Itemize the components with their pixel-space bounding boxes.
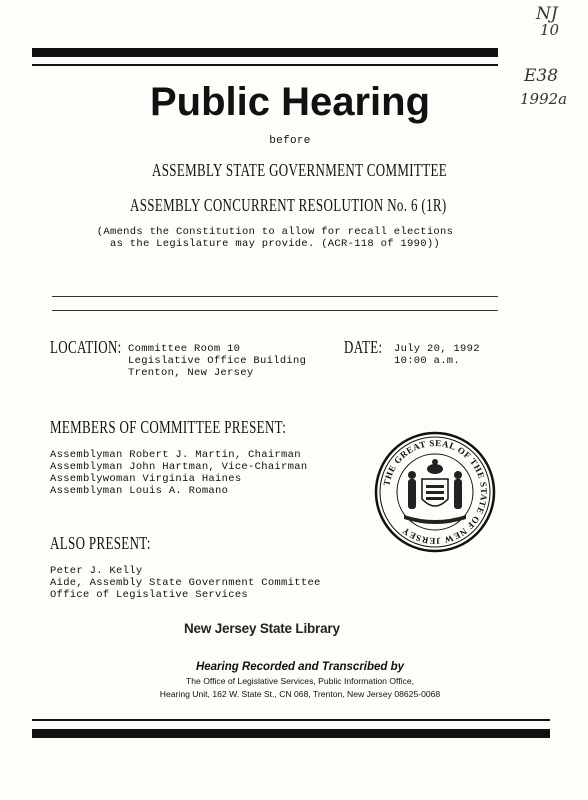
also-present-line-1: Peter J. Kelly <box>50 565 143 577</box>
location-line-2: Legislative Office Building <box>128 355 307 367</box>
separator-rule-1 <box>52 296 498 297</box>
date-label-wrap <box>344 337 398 357</box>
member-line-2: Assemblyman John Hartman, Vice-Chairman <box>50 461 308 473</box>
location-line-3: Trenton, New Jersey <box>128 367 254 379</box>
separator-rule-2 <box>52 310 498 311</box>
call-number-line4: 1992a <box>520 90 568 108</box>
page-title: Public Hearing <box>149 80 431 124</box>
members-heading: MEMBERS OF COMMITTEE PRESENT: <box>50 417 287 437</box>
committee-wrap <box>152 160 552 180</box>
bottom-thick-rule <box>32 729 550 738</box>
date-label: DATE: <box>344 337 383 357</box>
top-thin-rule <box>32 64 498 66</box>
member-line-3: Assemblywoman Virginia Haines <box>50 473 242 485</box>
footer-heading: Hearing Recorded and Transcribed by <box>195 661 405 673</box>
library-stamp: New Jersey State Library <box>184 621 340 636</box>
date-line-1: July 20, 1992 <box>394 343 480 355</box>
footer-line-2: Hearing Unit, 162 W. State St., CN 068, Trenton, New Jersey 08625-0068 <box>159 689 441 699</box>
location-label: LOCATION: <box>50 337 122 357</box>
member-line-4: Assemblyman Louis A. Romano <box>50 485 229 497</box>
before-label: before <box>269 135 311 147</box>
top-thick-rule <box>32 48 498 57</box>
location-line-1: Committee Room 10 <box>128 343 241 355</box>
also-present-heading-wrap <box>50 533 190 553</box>
amends-line1: (Amends the Constitution to allow for recall elections <box>96 226 454 238</box>
call-number-line1: NJ <box>536 4 558 24</box>
seal-text: THE GREAT SEAL OF THE STATE OF NEW JERSEY <box>381 437 490 547</box>
committee-name: ASSEMBLY STATE GOVERNMENT COMMITTEE <box>152 160 448 180</box>
call-number-line2: 10 <box>540 21 560 39</box>
state-seal-icon <box>374 431 496 553</box>
members-heading-wrap <box>50 417 378 437</box>
also-present-line-2: Aide, Assembly State Government Committee <box>50 577 321 589</box>
date-line-2: 10:00 a.m. <box>394 355 461 367</box>
resolution-title: ASSEMBLY CONCURRENT RESOLUTION No. 6 (1R) <box>130 195 447 215</box>
footer-line-1: The Office of Legislative Services, Public Information Office, <box>186 676 414 686</box>
call-number-line3: E38 <box>524 66 559 86</box>
amends-line2: as the Legislature may provide. (ACR-118 of 1990)) <box>109 238 441 250</box>
also-present-line-3: Office of Legislative Services <box>50 589 249 601</box>
member-line-1: Assemblyman Robert J. Martin, Chairman <box>50 449 301 461</box>
bottom-thin-rule <box>32 719 550 721</box>
also-present-heading: ALSO PRESENT: <box>50 533 151 553</box>
resolution-wrap <box>130 195 530 215</box>
